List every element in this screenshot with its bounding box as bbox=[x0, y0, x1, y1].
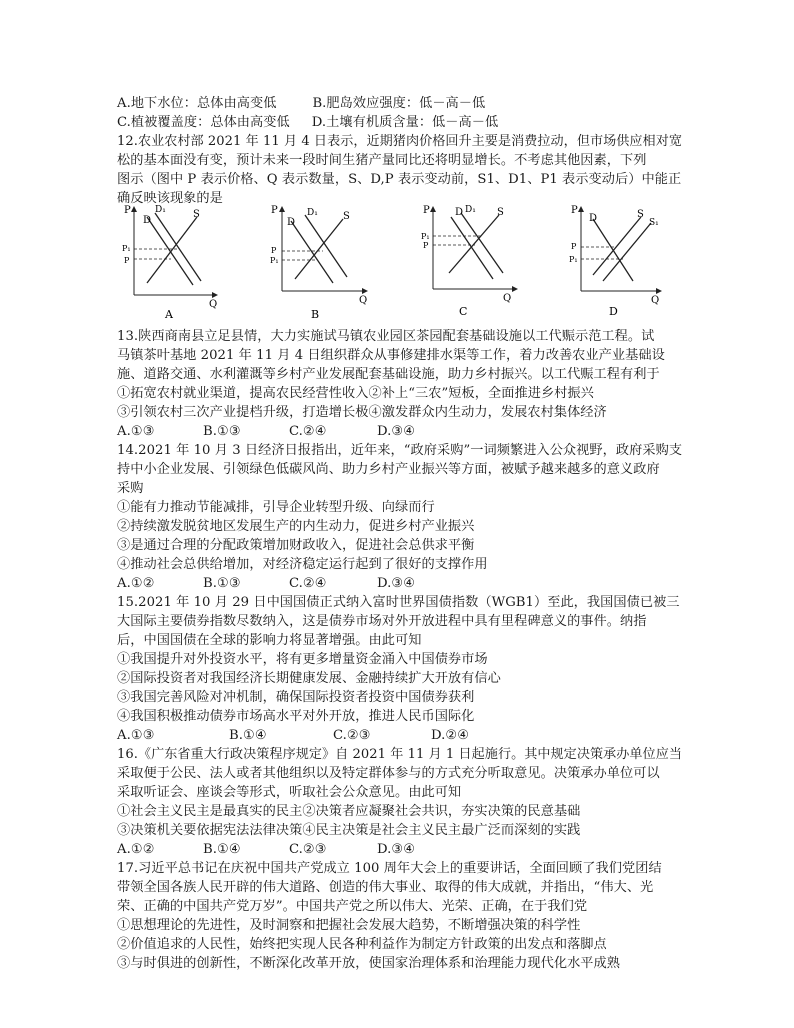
q16-option-b: B.①④ bbox=[203, 842, 241, 857]
q14-text-line: 持中小企业发展、引领绿色低碳风尚、助力乡村产业振兴等方面，被赋予越来越多的意义政府 bbox=[117, 462, 660, 477]
q15-statement: ④我国积极推动债券市场高水平对外开放，推进人民币国际化 bbox=[117, 709, 475, 724]
q16-option-d: D.③④ bbox=[377, 842, 416, 857]
q17-statement: ③与时俱进的创新性，不断深化改革开放，使国家治理体系和治理能力现代化水平成熟 bbox=[117, 956, 621, 971]
graph-a-d1-label: D₁ bbox=[155, 205, 166, 215]
q15-statement: ②国际投资者对我国经济长期健康发展、金融持续扩大开放有信心 bbox=[117, 671, 501, 686]
graph-c-q-label: Q bbox=[503, 293, 512, 304]
graph-d bbox=[569, 205, 661, 318]
q14-statement: ③是通过合理的分配政策增加财政收入，促进社会总供求平衡 bbox=[117, 538, 475, 553]
q11-option-b: B.肥岛效应强度：低－高－低 bbox=[312, 96, 486, 111]
graph-b-letter: B bbox=[311, 308, 320, 321]
graph-d-s1-label: S₁ bbox=[649, 218, 659, 228]
q17-text-line: 17.习近平总书记在庆祝中国共产党成立 100 周年大会上的重要讲话，全面回顾了我们党团结 bbox=[117, 861, 662, 876]
graph-b-p-label: P bbox=[271, 205, 278, 216]
q17-statement: ①思想理论的先进性，及时洞察和把握社会发展大趋势，不断增强决策的科学性 bbox=[117, 918, 581, 933]
graph-d-s-label: S bbox=[637, 209, 644, 220]
graph-c-d1-label: D₁ bbox=[465, 205, 476, 215]
q11-option-c: C.植被覆盖度：总体由高变低 bbox=[117, 115, 290, 130]
graph-b-d1-label: D₁ bbox=[307, 208, 318, 218]
q13-statement: ①拓宽农村就业渠道，提高农民经营性收入②补上“三农”短板，全面推进乡村振兴 bbox=[117, 386, 594, 401]
q15-options bbox=[117, 726, 469, 745]
q17-statement: ②价值追求的人民性，始终把实现人民各种利益作为制定方针政策的出发点和落脚点 bbox=[117, 937, 607, 952]
q16-text-line: 16.《广东省重大行政决策程序规定》自 2021 年 11 月 1 日起施行。其中规定决策承办单位应当 bbox=[117, 747, 682, 762]
graph-a-d-label: D bbox=[143, 215, 152, 226]
q13-option-d: D.③④ bbox=[377, 424, 416, 439]
q16-text-line: 采取听证会、座谈会等形式，听取社会公众意见。由此可知 bbox=[117, 785, 462, 800]
q16-statement: ③决策机关要依据宪法法律决策④民主决策是社会主义民主最广泛而深刻的实践 bbox=[117, 823, 581, 838]
q14-text-line: 采购 bbox=[117, 481, 144, 496]
q12-text-line: 确反映该现象的是 bbox=[117, 191, 223, 206]
graph-c-letter: C bbox=[459, 305, 468, 318]
q15-option-a: A.①③ bbox=[117, 728, 155, 743]
q15-text-line: 大国际主要债券指数尽数纳入，这是债券市场对外开放进程中具有里程碑意义的事件。纳指 bbox=[117, 614, 647, 629]
q14-option-d: D.③④ bbox=[377, 576, 416, 591]
q15-option-d: D.②④ bbox=[431, 728, 470, 743]
graph-c-p-tick-label: P bbox=[423, 241, 429, 250]
q14-option-a: A.①② bbox=[117, 576, 155, 591]
graph-a-p1-label: P₁ bbox=[122, 244, 131, 253]
q11-options-row-1 bbox=[117, 94, 485, 113]
graph-a-d1-curve bbox=[155, 213, 201, 281]
q11-option-d: D.土壤有机质含量：低－高－低 bbox=[311, 115, 499, 130]
q13-option-b: B.①③ bbox=[203, 424, 241, 439]
graph-d-letter: D bbox=[609, 305, 618, 318]
q14-options bbox=[117, 574, 415, 593]
graph-b-d-label: D bbox=[287, 217, 296, 228]
graph-b-p-tick-label: P bbox=[271, 246, 277, 255]
graph-c-d1-curve bbox=[461, 213, 503, 273]
q16-text-line: 采取便于公民、法人或者其他组织以及特定群体参与的方式充分听取意见。决策承办单位可以 bbox=[117, 766, 660, 781]
graph-d-p-label: P bbox=[571, 205, 578, 216]
q12-graphs bbox=[117, 203, 677, 321]
graph-a-s-label: S bbox=[193, 209, 200, 220]
q13-option-c: C.②④ bbox=[289, 424, 327, 439]
graph-b-d1-curve bbox=[305, 215, 347, 277]
graph-c-p-label: P bbox=[423, 205, 430, 216]
graph-c-p1-label: P₁ bbox=[421, 232, 430, 241]
graph-c-d-label: D bbox=[455, 207, 464, 218]
graph-b-s-label: S bbox=[343, 211, 350, 222]
graph-a-s-curve bbox=[147, 217, 197, 283]
graph-d-s-curve bbox=[593, 217, 641, 275]
graph-a bbox=[122, 205, 217, 321]
graph-b-d-curve bbox=[291, 221, 333, 283]
q16-options bbox=[117, 840, 415, 859]
q16-option-c: C.②③ bbox=[289, 842, 327, 857]
q17-text-line: 带领全国各族人民开辟的伟大道路、创造的伟大事业、取得的伟大成就，并指出，“伟大、光 bbox=[117, 880, 654, 895]
q14-statement: ①能有力推动节能减排，引导企业转型升级、向绿而行 bbox=[117, 500, 435, 515]
q13-text-line: 施、道路交通、水利灌溉等乡村产业发展配套基础设施，助力乡村振兴。以工代赈工程有利于 bbox=[117, 367, 660, 382]
graph-d-d-label: D bbox=[589, 213, 598, 224]
q14-option-c: C.②④ bbox=[289, 576, 327, 591]
q16-option-a: A.①② bbox=[117, 842, 155, 857]
q14-statement: ②持续激发脱贫地区发展生产的内生动力，促进乡村产业振兴 bbox=[117, 519, 475, 534]
q13-statement: ③引领农村三次产业提档升级，打造增长极④激发群众内生动力，发展农村集体经济 bbox=[117, 405, 607, 420]
graph-d-p-tick-label: P bbox=[571, 242, 577, 251]
q12-text-line: 12.农业农村部 2021 年 11 月 4 日表示，近期猪肉价格回升主要是消费拉动，但市场供应相对宽 bbox=[117, 134, 682, 149]
graph-a-letter: A bbox=[165, 308, 173, 321]
q15-text-line: 15.2021 年 10 月 29 日中国国债正式纳入富时世界国债指数（WGB1）至此，我国国债已被三 bbox=[117, 595, 680, 610]
graph-b bbox=[270, 205, 367, 321]
q15-option-c: C.②③ bbox=[333, 728, 371, 743]
q15-statement: ③我国完善风险对冲机制，确保国际投资者投资中国债券获利 bbox=[117, 690, 475, 705]
q13-options bbox=[117, 422, 415, 441]
q15-statement: ①我国提升对外投资水平，将有更多增量资金涌入中国债券市场 bbox=[117, 652, 488, 667]
graph-b-q-label: Q bbox=[359, 295, 368, 306]
q14-statement: ④推动社会总供给增加，对经济稳定运行起到了很好的支撑作用 bbox=[117, 557, 488, 572]
graph-c bbox=[421, 205, 517, 318]
q15-text-line: 后，中国国债在全球的影响力将显著增强。由此可知 bbox=[117, 633, 422, 648]
q13-text-line: 13.陕西商南县立足县情，大力实施试马镇农业园区茶园配套基础设施以工代赈示范工程。试 bbox=[117, 329, 655, 344]
q11-option-a: A.地下水位：总体由高变低 bbox=[117, 96, 277, 111]
graph-c-d-curve bbox=[451, 217, 493, 279]
graph-a-p-label: P bbox=[124, 205, 131, 216]
graph-d-q-label: Q bbox=[651, 295, 660, 306]
q16-statement: ①社会主义民主是最真实的民主②决策者应凝聚社会共识，夯实决策的民意基础 bbox=[117, 804, 581, 819]
graph-a-q-label: Q bbox=[209, 299, 218, 310]
graph-d-p1-label: P₁ bbox=[569, 255, 578, 264]
q11-options-row-2 bbox=[117, 113, 498, 132]
q15-option-b: B.①④ bbox=[229, 728, 267, 743]
q17-text-line: 荣、正确的中国共产党万岁”。中国共产党之所以伟大、光荣、正确，在于我们党 bbox=[117, 899, 588, 914]
q14-text-line: 14.2021 年 10 月 3 日经济日报指出，近年来，“政府采购”一词频繁进入公众视野，政府采购支 bbox=[117, 443, 683, 458]
graph-c-s-curve bbox=[449, 215, 499, 273]
graph-c-s-label: S bbox=[497, 207, 504, 218]
graph-b-p1-label: P₁ bbox=[270, 256, 279, 265]
q12-text-line: 图示（图中 P 表示价格、Q 表示数量，S、D,P 表示变动前，S1、D1、P1 表示变动后）中能正 bbox=[117, 172, 682, 187]
q13-text-line: 马镇茶叶基地 2021 年 11 月 4 日组织群众从事修建排水渠等工作，着力改善农业产业基础设 bbox=[117, 348, 665, 363]
graph-b-s-curve bbox=[295, 219, 343, 279]
q13-option-a: A.①③ bbox=[117, 424, 155, 439]
q14-option-b: B.①③ bbox=[203, 576, 241, 591]
graph-a-p-tick-label: P bbox=[124, 256, 130, 265]
q12-text-line: 松的基本面没有变，预计未来一段时间生猪产量同比还将明显增长。不考虑其他因素，下列 bbox=[117, 153, 647, 168]
